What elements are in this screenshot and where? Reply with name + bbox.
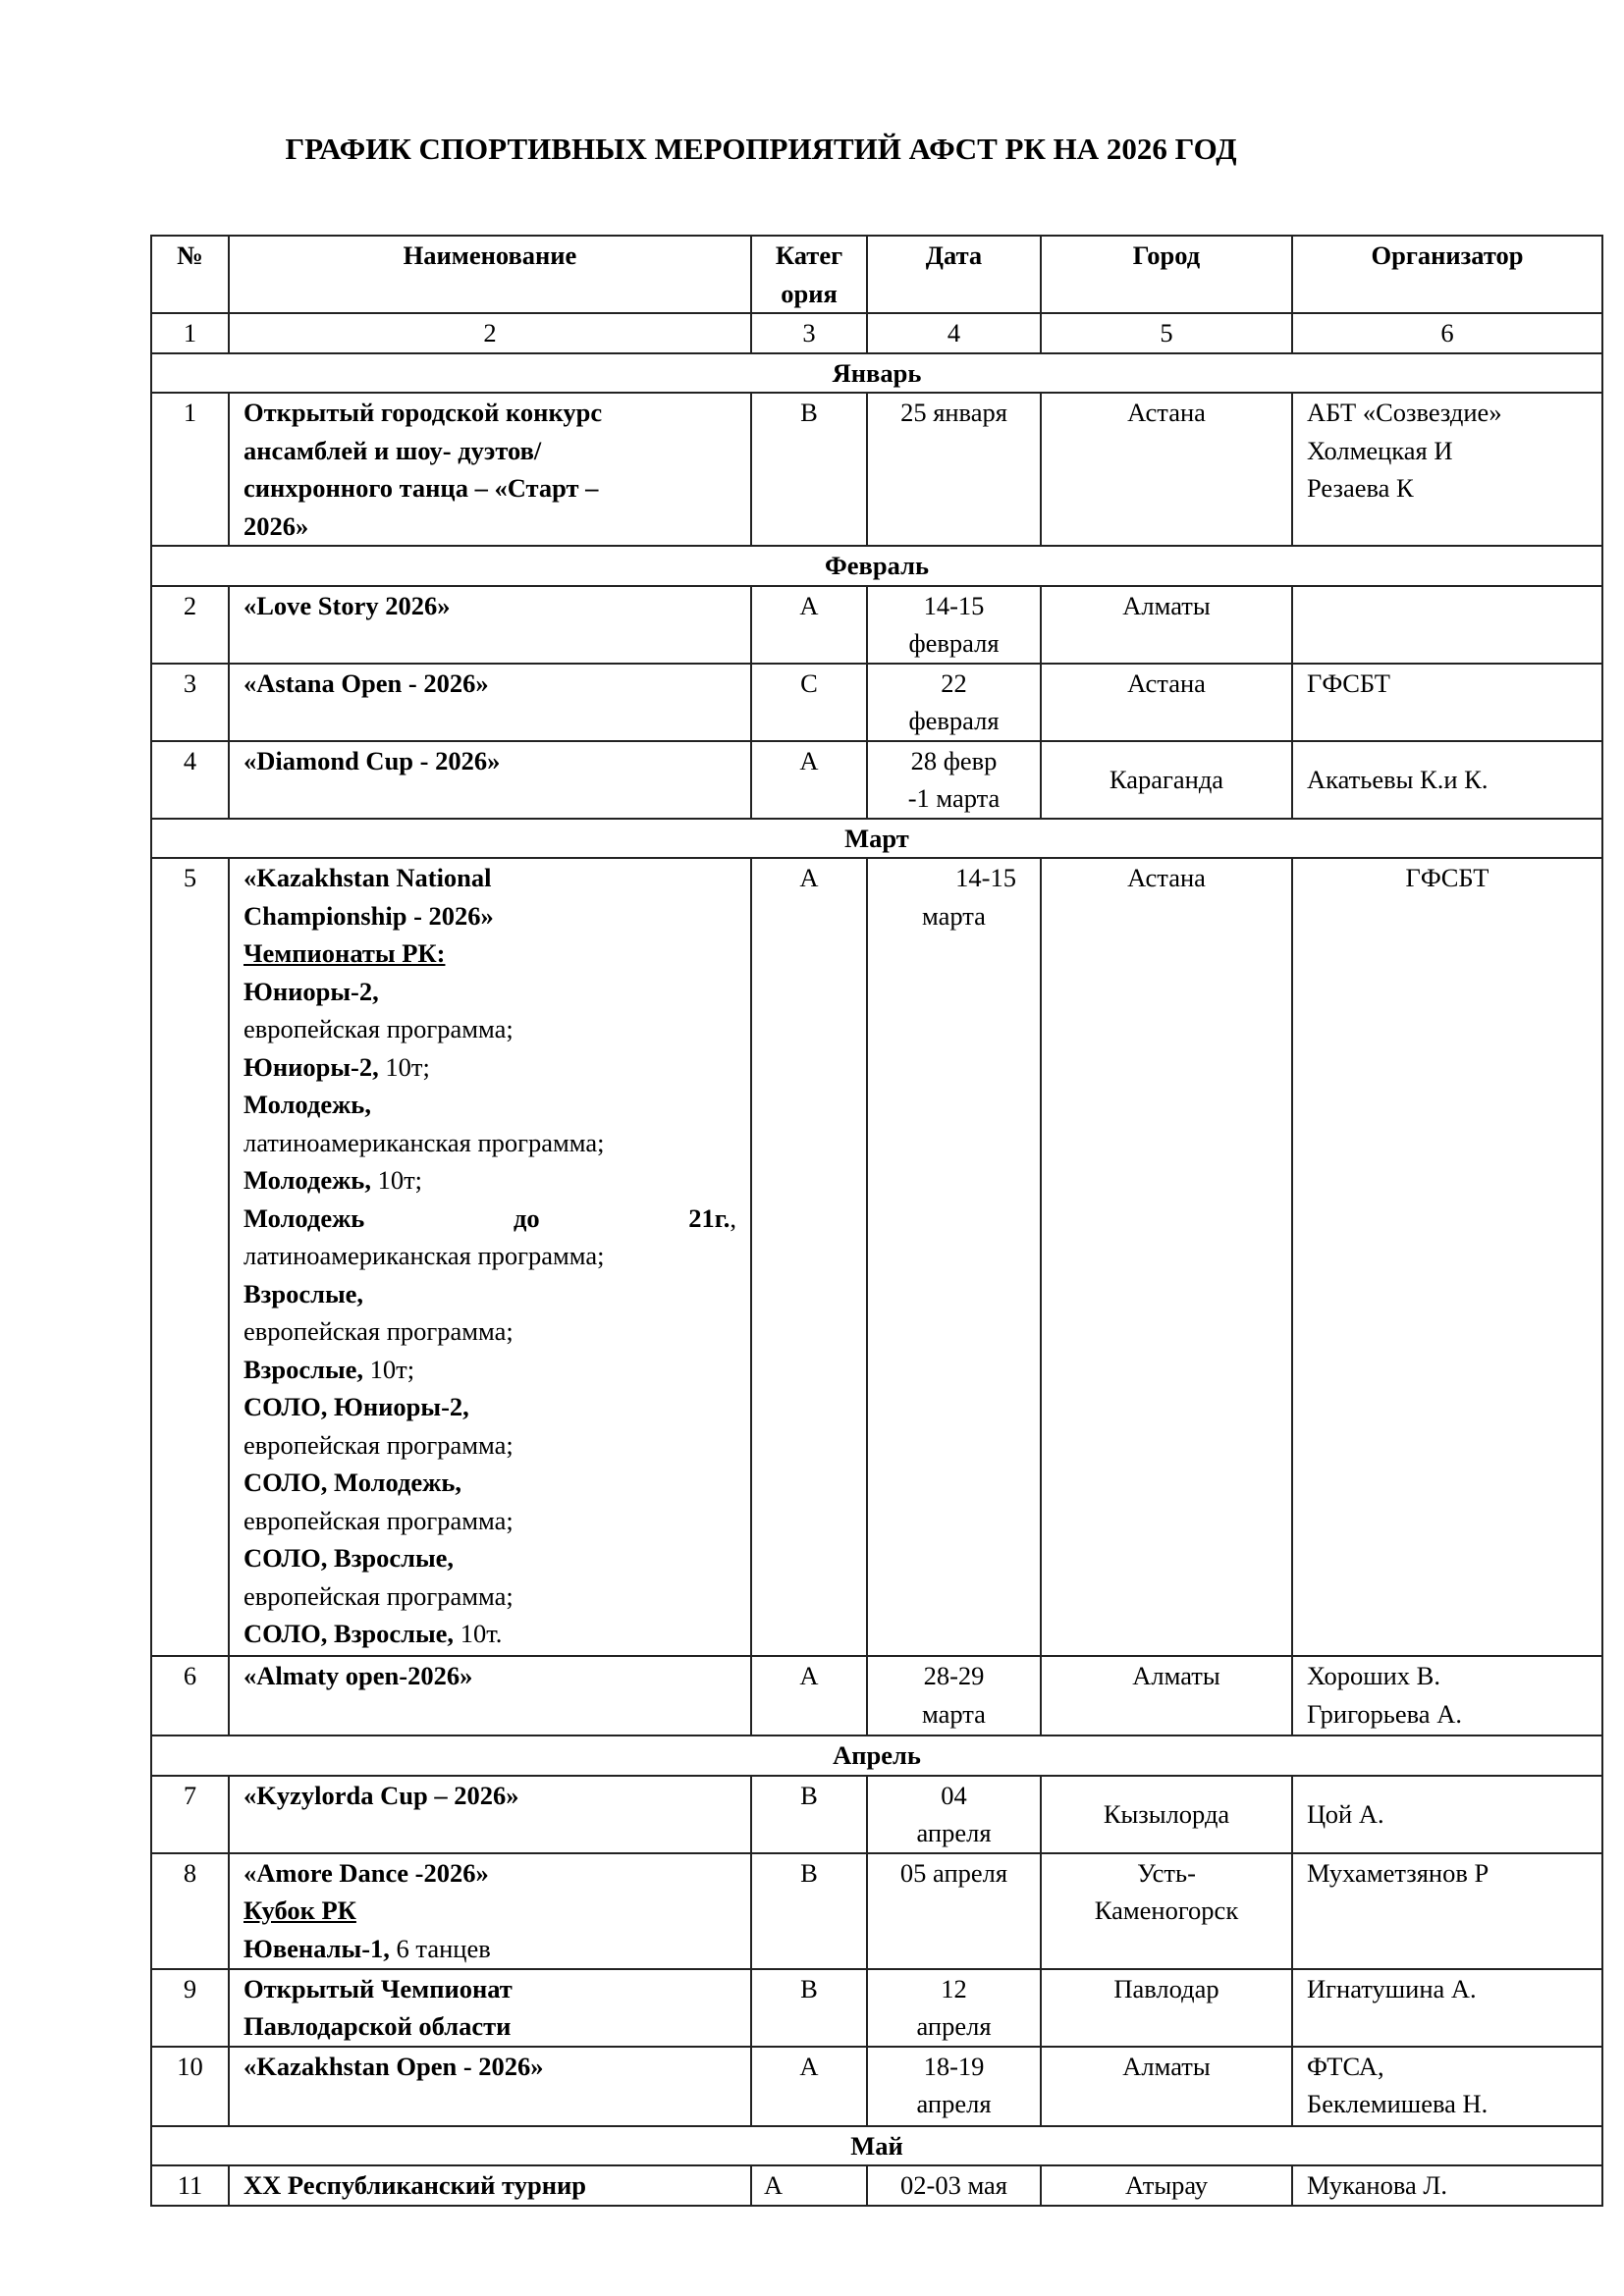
event-organizer: ГФСБТ bbox=[1292, 664, 1602, 741]
document-title-text: ГРАФИК СПОРТИВНЫХ МЕРОПРИЯТИЙ АФСТ РК НА 2026 ГОД bbox=[285, 132, 1237, 166]
program-group: СОЛО, Юниоры-2, bbox=[244, 1392, 469, 1421]
table-row bbox=[151, 664, 1602, 741]
program-group: Юниоры-2, bbox=[244, 1051, 379, 1082]
program-group: Ювеналы-1, bbox=[244, 1933, 390, 1963]
program-line bbox=[244, 1351, 736, 1389]
event-name-line: синхронного танца – «Старт – bbox=[244, 473, 599, 503]
organizer-line: Резаева К bbox=[1307, 473, 1414, 503]
event-name-line: Championship - 2026» bbox=[244, 900, 494, 931]
date-line: 12 bbox=[941, 1973, 967, 2003]
organizer-line: Хороших В. bbox=[1307, 1661, 1440, 1690]
event-category: A bbox=[751, 2165, 867, 2206]
date-line: 18-19 bbox=[923, 2051, 985, 2081]
event-category: A bbox=[751, 2047, 867, 2126]
program-line-justified bbox=[244, 1200, 736, 1238]
program-line bbox=[244, 1161, 736, 1200]
program-detail: 10т; bbox=[378, 1051, 430, 1082]
event-date bbox=[867, 586, 1041, 664]
row-num: 8 bbox=[151, 1853, 229, 1969]
row-num: 3 bbox=[151, 664, 229, 741]
city-line: Каменогорск bbox=[1094, 1896, 1239, 1925]
event-category: B bbox=[751, 393, 867, 546]
row-num: 9 bbox=[151, 1969, 229, 2047]
date-line: апреля bbox=[916, 1818, 992, 1847]
program-detail: европейская программа; bbox=[244, 1014, 514, 1043]
event-city: Астана bbox=[1041, 664, 1292, 741]
date-line: февраля bbox=[908, 628, 1000, 658]
event-date bbox=[867, 741, 1041, 819]
events-schedule-table bbox=[150, 235, 1603, 2207]
event-name-line: Павлодарской области bbox=[244, 2011, 512, 2041]
event-city: Алматы bbox=[1041, 2047, 1292, 2126]
event-organizer bbox=[1292, 586, 1602, 664]
month-row-january bbox=[151, 353, 1602, 394]
event-category: A bbox=[751, 741, 867, 819]
event-city: Павлодар bbox=[1041, 1969, 1292, 2047]
date-line: 14-15 bbox=[923, 590, 985, 620]
month-label: Март bbox=[151, 819, 1602, 859]
date-line: 14-15 bbox=[955, 863, 1016, 892]
event-name-line: «Amore Dance -2026» bbox=[244, 1857, 489, 1888]
event-city: Астана bbox=[1041, 393, 1292, 546]
event-date: 25 января bbox=[867, 393, 1041, 546]
program-detail: европейская программа; bbox=[244, 1505, 514, 1535]
organizer-line: Холмецкая И bbox=[1307, 435, 1453, 465]
column-numbers-row bbox=[151, 313, 1602, 353]
event-city: Астана bbox=[1041, 858, 1292, 1656]
date-line: 28 февр bbox=[910, 745, 998, 775]
event-category: C bbox=[751, 664, 867, 741]
header-date: Дата bbox=[867, 236, 1041, 313]
city-line: Усть- bbox=[1137, 1857, 1196, 1888]
program-line bbox=[244, 1010, 736, 1048]
program-group: Юниоры-2, bbox=[244, 976, 379, 1006]
event-organizer: Игнатушина А. bbox=[1292, 1969, 1602, 2047]
column-number: 5 bbox=[1041, 313, 1292, 353]
event-name: «Diamond Cup - 2026» bbox=[229, 741, 751, 819]
month-row-march bbox=[151, 819, 1602, 859]
table-header-row bbox=[151, 236, 1602, 313]
date-line: марта bbox=[922, 900, 986, 931]
row-num: 1 bbox=[151, 393, 229, 546]
event-name-line: ансамблей и шоу- дуэтов/ bbox=[244, 435, 542, 465]
row-num: 7 bbox=[151, 1776, 229, 1853]
event-date bbox=[867, 1969, 1041, 2047]
event-city: Атырау bbox=[1041, 2165, 1292, 2206]
event-name-line: Открытый городской конкурс bbox=[244, 398, 603, 427]
header-num: № bbox=[151, 236, 229, 313]
program-detail: латиноамериканская программа; bbox=[244, 1127, 605, 1157]
header-organizer: Организатор bbox=[1292, 236, 1602, 313]
program-group: Взрослые, bbox=[244, 1278, 364, 1308]
program-word: , bbox=[730, 1202, 736, 1233]
program-group: СОЛО, Взрослые, bbox=[244, 1543, 455, 1573]
date-line: марта bbox=[922, 1698, 986, 1729]
program-group: Молодежь, bbox=[244, 1165, 371, 1195]
row-num: 2 bbox=[151, 586, 229, 664]
event-category: A bbox=[751, 858, 867, 1656]
program-line bbox=[244, 1577, 736, 1616]
program-word: до bbox=[513, 1202, 540, 1233]
header-category bbox=[751, 236, 867, 313]
column-number: 3 bbox=[751, 313, 867, 353]
program-line bbox=[244, 1275, 736, 1313]
event-city: Кызылорда bbox=[1041, 1776, 1292, 1853]
program-word: Молодежь bbox=[244, 1202, 365, 1233]
date-line: 22 bbox=[941, 667, 967, 698]
program-detail: 10т; bbox=[363, 1354, 415, 1384]
program-group: Взрослые, bbox=[244, 1354, 364, 1384]
event-organizer bbox=[1292, 2047, 1602, 2126]
event-city: Алматы bbox=[1041, 1656, 1292, 1735]
event-date: 05 апреля bbox=[867, 1853, 1041, 1969]
table-row bbox=[151, 741, 1602, 819]
table-row bbox=[151, 393, 1602, 546]
column-number: 1 bbox=[151, 313, 229, 353]
event-name: «Kyzylorda Cup – 2026» bbox=[229, 1776, 751, 1853]
table-row bbox=[151, 586, 1602, 664]
month-label: Январь bbox=[151, 353, 1602, 394]
column-number: 2 bbox=[229, 313, 751, 353]
program-line bbox=[244, 1124, 736, 1162]
header-category-line2: ория bbox=[781, 278, 838, 308]
month-label: Май bbox=[151, 2126, 1602, 2166]
event-city: Караганда bbox=[1041, 741, 1292, 819]
organizer-line: ФТСА, bbox=[1307, 2051, 1384, 2081]
program-line bbox=[244, 1237, 736, 1275]
event-organizer: Мухаметзянов Р bbox=[1292, 1853, 1602, 1969]
table-row bbox=[151, 1853, 1602, 1969]
date-line: апреля bbox=[916, 2011, 992, 2041]
event-organizer bbox=[1292, 1656, 1602, 1735]
event-organizer bbox=[1292, 393, 1602, 546]
cup-subheading: Кубок РК bbox=[244, 1896, 356, 1925]
program-line bbox=[244, 1388, 736, 1426]
program-line bbox=[244, 973, 736, 1011]
table-row bbox=[151, 1656, 1602, 1735]
event-date: 02-03 мая bbox=[867, 2165, 1041, 2206]
table-row bbox=[151, 1776, 1602, 1853]
program-detail: 6 танцев bbox=[389, 1933, 491, 1963]
table-row bbox=[151, 858, 1602, 1656]
date-line: 04 bbox=[941, 1780, 967, 1810]
month-row-may bbox=[151, 2126, 1602, 2166]
event-name: XX Республиканский турнир bbox=[229, 2165, 751, 2206]
date-line: апреля bbox=[916, 2089, 992, 2118]
event-city: Алматы bbox=[1041, 586, 1292, 664]
event-date bbox=[867, 2047, 1041, 2126]
document-title bbox=[0, 132, 1624, 167]
event-organizer: Муканова Л. bbox=[1292, 2165, 1602, 2206]
event-date bbox=[867, 858, 1041, 1656]
organizer-line: Григорьева А. bbox=[1307, 1698, 1462, 1729]
event-category: B bbox=[751, 1776, 867, 1853]
row-num: 6 bbox=[151, 1656, 229, 1735]
event-name bbox=[229, 858, 751, 1656]
event-category: B bbox=[751, 1853, 867, 1969]
program-line bbox=[244, 1312, 736, 1351]
program-detail: 10т; bbox=[370, 1165, 423, 1195]
month-label: Февраль bbox=[151, 546, 1602, 586]
program-line bbox=[244, 1615, 736, 1653]
event-date bbox=[867, 1656, 1041, 1735]
program-line bbox=[244, 1930, 736, 1968]
program-detail: европейская программа; bbox=[244, 1429, 514, 1460]
event-name: «Love Story 2026» bbox=[229, 586, 751, 664]
organizer-line: АБТ «Созвездие» bbox=[1307, 398, 1502, 427]
event-name bbox=[229, 393, 751, 546]
header-name: Наименование bbox=[229, 236, 751, 313]
event-name-line: «Kazakhstan National bbox=[244, 863, 492, 892]
program-group: СОЛО, Взрослые, bbox=[244, 1619, 455, 1648]
table-row bbox=[151, 1969, 1602, 2047]
event-date bbox=[867, 664, 1041, 741]
column-number: 4 bbox=[867, 313, 1041, 353]
row-num: 11 bbox=[151, 2165, 229, 2206]
event-name: «Astana Open - 2026» bbox=[229, 664, 751, 741]
event-organizer: ГФСБТ bbox=[1292, 858, 1602, 1656]
month-label: Апрель bbox=[151, 1735, 1602, 1776]
table-row bbox=[151, 2165, 1602, 2206]
event-name bbox=[229, 1853, 751, 1969]
program-line bbox=[244, 1426, 736, 1465]
program-detail: 10т. bbox=[454, 1619, 503, 1648]
month-row-february bbox=[151, 546, 1602, 586]
table-row bbox=[151, 2047, 1602, 2126]
event-category: A bbox=[751, 1656, 867, 1735]
row-num: 4 bbox=[151, 741, 229, 819]
event-date bbox=[867, 1776, 1041, 1853]
organizer-line: Беклемишева Н. bbox=[1307, 2089, 1489, 2118]
program-word: 21г. bbox=[688, 1202, 731, 1233]
date-line: 28-29 bbox=[923, 1661, 985, 1690]
program-detail: европейская программа; bbox=[244, 1580, 514, 1611]
row-num: 5 bbox=[151, 858, 229, 1656]
program-group: СОЛО, Молодежь, bbox=[244, 1468, 461, 1497]
header-city: Город bbox=[1041, 236, 1292, 313]
column-number: 6 bbox=[1292, 313, 1602, 353]
event-category: A bbox=[751, 586, 867, 664]
event-category: B bbox=[751, 1969, 867, 2047]
program-detail: латиноамериканская программа; bbox=[244, 1241, 605, 1270]
header-category-line1: Катег bbox=[775, 240, 843, 270]
championships-subheading: Чемпионаты РК: bbox=[244, 938, 446, 968]
event-name-line: Открытый Чемпионат bbox=[244, 1973, 513, 2003]
program-detail: европейская программа; bbox=[244, 1316, 514, 1346]
month-row-april bbox=[151, 1735, 1602, 1776]
program-line bbox=[244, 1464, 736, 1502]
date-line: февраля bbox=[908, 706, 1000, 735]
row-num: 10 bbox=[151, 2047, 229, 2126]
program-group: Молодежь, bbox=[244, 1090, 371, 1119]
program-line bbox=[244, 1086, 736, 1124]
program-line bbox=[244, 1539, 736, 1577]
date-line: -1 марта bbox=[907, 783, 1001, 813]
event-city bbox=[1041, 1853, 1292, 1969]
event-name: «Almaty open-2026» bbox=[229, 1656, 751, 1735]
event-organizer: Акатьевы К.и К. bbox=[1292, 741, 1602, 819]
event-name-line: 2026» bbox=[244, 510, 309, 541]
event-name bbox=[229, 1969, 751, 2047]
program-line bbox=[244, 1048, 736, 1087]
event-name: «Kazakhstan Open - 2026» bbox=[229, 2047, 751, 2126]
program-line bbox=[244, 1502, 736, 1540]
event-organizer: Цой А. bbox=[1292, 1776, 1602, 1853]
